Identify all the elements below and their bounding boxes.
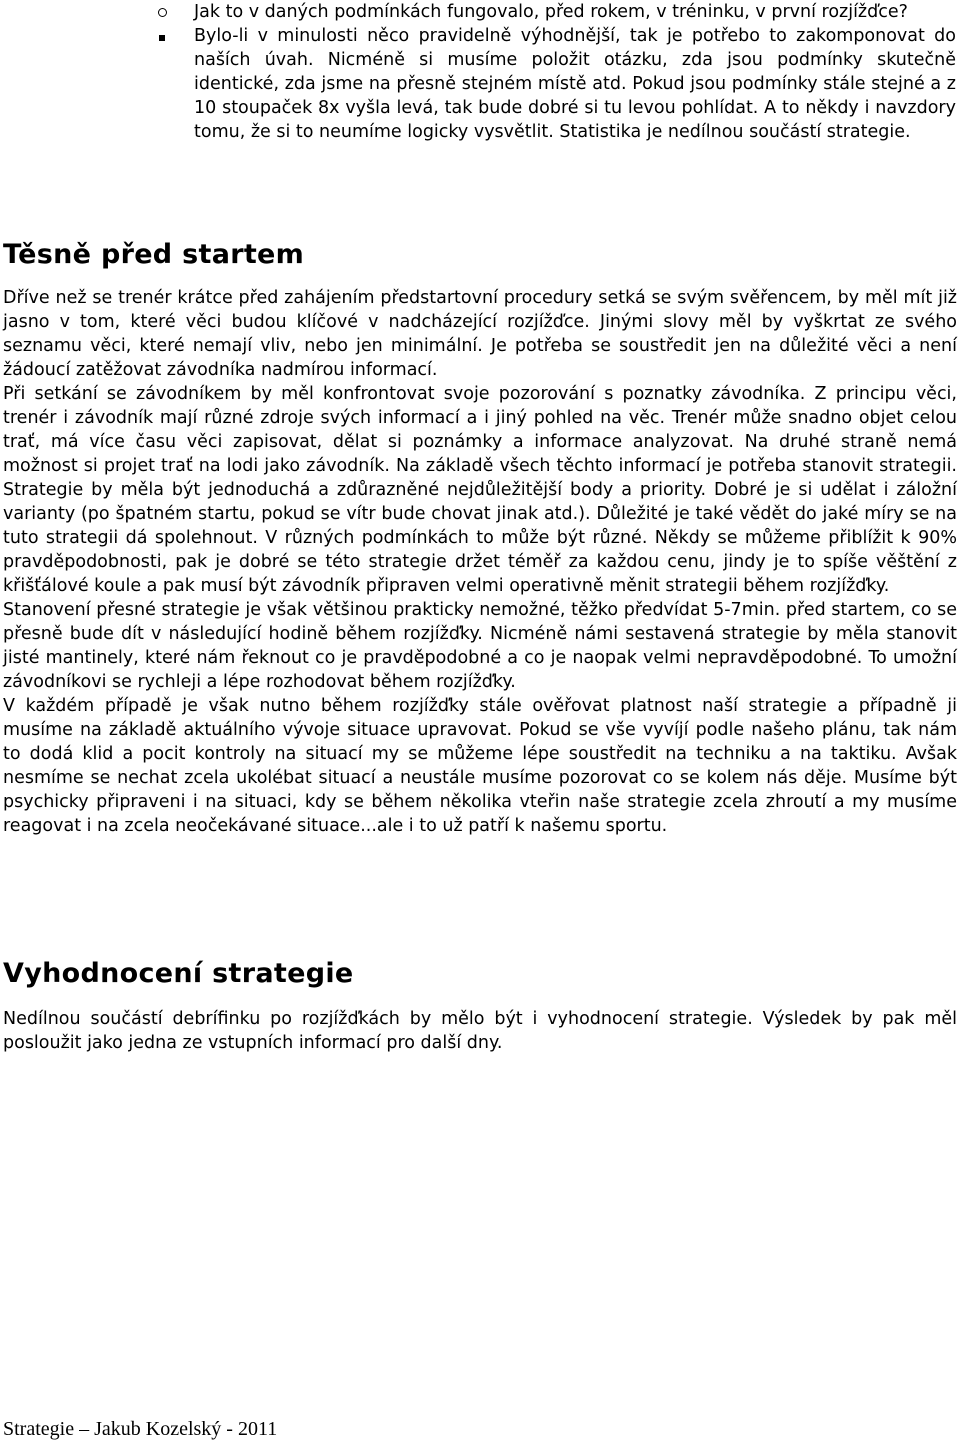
- paragraph: Při setkání se závodníkem by měl konfrontovat svoje pozorování s poznatky závodníka. Z principu věci, trenér i závodník mají různé zdroje svých informací a i jiný pohled na věc. Trenér může snadno objet celou trať, má více času věci zapisovat, dělat si poznámky a informace analyzovat. Na druhé straně nemá možnost si projet trať na lodi jako závodník. Na základě všech těchto informací je potřeba stanovit strategii. Strategie by měla být jednoduchá a zdůrazněné nejdůležitější body a priority. Dobré je si udělat i záložní varianty (po špatném startu, pokud se vítr bude chovat jinak atd.). Důležité je také vědět do jaké míry se na tuto strategii dá spolehnout. V různých podmínkách to může být různé. Někdy se můžeme přiblížit k 90% pravděpodobnosti, pak je dobré se této strategie držet téměř za každou cenu, jindy je to spíše věštění z křišťálové koule a pak musí být závodník připraven velmi operativně měnit strategii během rozjížďky.: [3, 384, 957, 596]
- section-heading: Vyhodnocení strategie: [3, 958, 354, 989]
- paragraph: Nedílnou součástí debrífinku po rozjížďkách by mělo být i vyhodnocení strategie. Výsledek by pak měl posloužit jako jedna ze vstupních informací pro další dny.: [3, 1009, 957, 1053]
- section-body: [3, 286, 957, 838]
- paragraph: Dříve než se trenér krátce před zahájením předstartovní procedury setká se svým svěřencem, by měl mít již jasno v tom, které věci budou klíčové v nadcházející rozjížďce. Jinými slovy měl by vyškrtat ze svého seznamu věci, které nemají vliv, nebo jen minimální. Je potřeba se soustředit jen na důležité věci a není žádoucí zatěžovat závodníka nadmírou informací.: [3, 288, 957, 380]
- paragraph: V každém případě je však nutno během rozjížďky stále ověřovat platnost naší strategie a případně ji musíme na základě aktuálního vývoje situace upravovat. Pokud se vše vyvíjí podle našeho plánu, tak nám to dodá klid a pocit kontroly na situací my se můžeme lépe soustředit na techniku a na taktiku. Avšak nesmíme se nechat zcela ukolébat situací a neustále musíme pozorovat co se kolem nás děje. Musíme být psychicky připraveni i na situaci, kdy se během několika vteřin naše strategie zcela zhroutí a my musíme reagovat i na zcela neočekávané situace...ale i to už patří k našemu sportu.: [3, 696, 957, 836]
- paragraph: Stanovení přesné strategie je však většinou prakticky nemožné, těžko předvídat 5-7min. před startem, co se přesně bude dít v následující hodině během rozjížďky. Nicméně námi sestavená strategie by měla stanovit jisté mantinely, které nám řeknout co je pravděpodobné a co je naopak velmi nepravděpodobné. To umožní závodníkovi se rychleji a lépe rozhodovat během rozjížďky.: [3, 600, 957, 692]
- page-footer: Strategie – Jakub Kozelský - 2011: [3, 1418, 278, 1440]
- bullet-text: Bylo-li v minulosti něco pravidelně výhodnější, tak je potřebo to zakomponovat do naších úvah. Nicméně si musíme položit otázku, zda jsou podmínky skutečně identické, zda jsme na přesně stejném místě atd. Pokud jsou podmínky stále stejné a z 10 stoupaček 8x vyšla levá, tak bude dobré si tu levou pohlídat. A to někdy i navzdory tomu, že si to neumíme logicky vysvětlit. Statistika je nedílnou součástí strategie.: [194, 26, 956, 142]
- bullet-list: [148, 0, 956, 144]
- circle-bullet-icon: [156, 0, 168, 24]
- square-bullet-icon: [156, 24, 168, 48]
- section-body: [3, 1007, 957, 1055]
- bullet-text: Jak to v daných podmínkách fungovalo, před rokem, v tréninku, v první rozjížďce?: [194, 2, 908, 22]
- bullet-item: [148, 24, 956, 144]
- bullet-item: [148, 0, 956, 24]
- section-heading: Těsně před startem: [3, 239, 305, 270]
